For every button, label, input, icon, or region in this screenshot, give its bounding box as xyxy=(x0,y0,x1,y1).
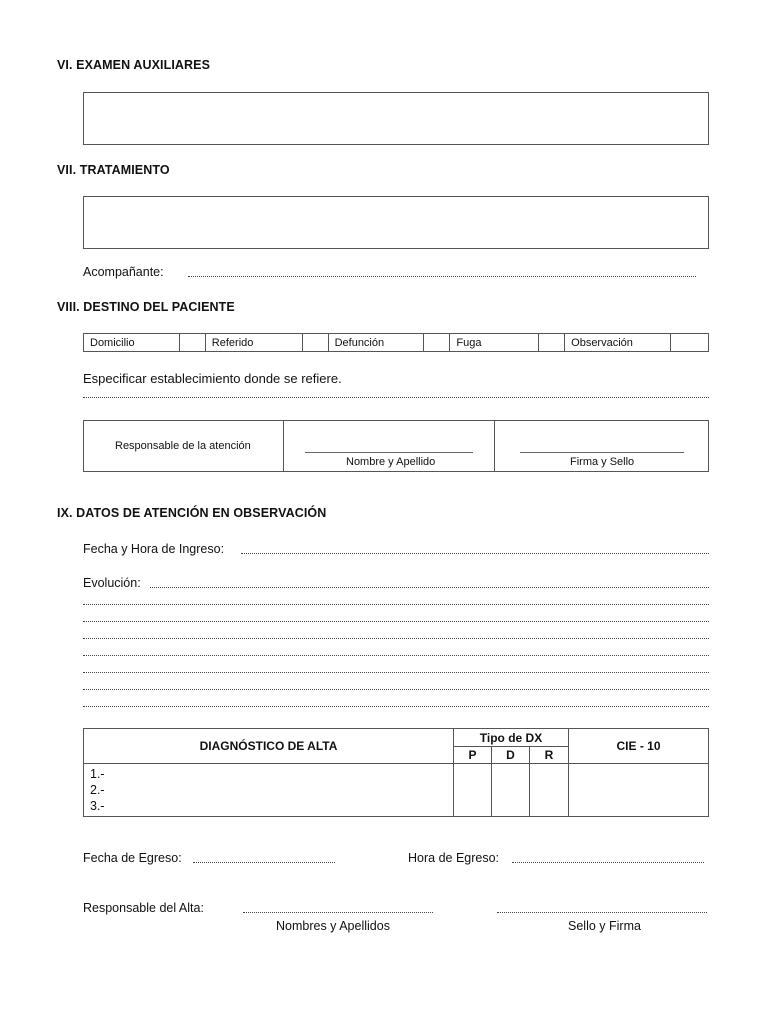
responsable-alta-firma-field[interactable] xyxy=(497,912,707,913)
evolucion-line-6[interactable] xyxy=(83,672,709,673)
nombre-apellido-field[interactable] xyxy=(305,452,473,453)
tipo-dx-p-cell[interactable] xyxy=(454,764,492,817)
acompanante-field[interactable] xyxy=(188,276,696,277)
firma-sello-caption: Firma y Sello xyxy=(570,456,635,468)
firma-sello-field[interactable] xyxy=(520,452,684,453)
destino-observacion-label: Observación xyxy=(565,334,671,352)
destino-referido-checkbox[interactable] xyxy=(302,334,328,352)
evolucion-line-5[interactable] xyxy=(83,655,709,656)
evolucion-line-4[interactable] xyxy=(83,638,709,639)
hora-egreso-field[interactable] xyxy=(512,862,704,863)
destino-fuga-checkbox[interactable] xyxy=(539,334,565,352)
diagnostico-row-2: 2.- xyxy=(90,783,105,797)
tipo-dx-d-cell[interactable] xyxy=(492,764,530,817)
especificar-label: Especificar establecimiento donde se refiere. xyxy=(83,371,342,386)
diagnostico-header: DIAGNÓSTICO DE ALTA xyxy=(84,729,454,764)
evolucion-line-3[interactable] xyxy=(83,621,709,622)
section-ix-title: IX. DATOS DE ATENCIÓN EN OBSERVACIÓN xyxy=(57,506,327,520)
examen-auxiliares-box[interactable] xyxy=(83,92,709,145)
evolucion-line-2[interactable] xyxy=(83,604,709,605)
evolucion-label: Evolución: xyxy=(83,576,141,590)
hora-egreso-label: Hora de Egreso: xyxy=(408,851,500,865)
fecha-egreso-label: Fecha de Egreso: xyxy=(83,851,182,865)
section-vii-title: VII. TRATAMIENTO xyxy=(57,163,170,177)
fecha-ingreso-field[interactable] xyxy=(241,553,709,554)
destino-defuncion-checkbox[interactable] xyxy=(424,334,450,352)
tipo-dx-r-header: R xyxy=(530,747,569,764)
tipo-dx-r-cell[interactable] xyxy=(530,764,569,817)
responsable-atencion-label: Responsable de la atención xyxy=(115,440,251,452)
diagnostico-alta-table xyxy=(83,728,709,817)
sello-firma-caption: Sello y Firma xyxy=(568,919,641,933)
destino-domicilio-checkbox[interactable] xyxy=(179,334,205,352)
diagnostico-row-1: 1.- xyxy=(90,767,105,781)
nombre-apellido-caption: Nombre y Apellido xyxy=(346,456,436,468)
destino-fuga-label: Fuga xyxy=(450,334,539,352)
evolucion-line-1[interactable] xyxy=(150,587,709,588)
evolucion-line-8[interactable] xyxy=(83,706,709,707)
diagnostico-rows-cell[interactable] xyxy=(84,764,454,817)
responsable-atencion-table xyxy=(83,420,709,472)
tratamiento-box[interactable] xyxy=(83,196,709,249)
cie-10-header: CIE - 10 xyxy=(569,729,709,764)
fecha-egreso-field[interactable] xyxy=(193,862,335,863)
nombres-apellidos-caption: Nombres y Apellidos xyxy=(276,919,390,933)
cie-10-cell[interactable] xyxy=(569,764,709,817)
destino-domicilio-label: Domicilio xyxy=(84,334,180,352)
destino-defuncion-label: Defunción xyxy=(328,334,424,352)
tipo-dx-header: Tipo de DX xyxy=(454,729,569,747)
responsable-alta-label: Responsable del Alta: xyxy=(83,901,204,915)
destino-table xyxy=(83,333,709,352)
section-viii-title: VIII. DESTINO DEL PACIENTE xyxy=(57,300,235,314)
responsable-alta-nombre-field[interactable] xyxy=(243,912,433,913)
tipo-dx-p-header: P xyxy=(454,747,492,764)
especificar-field[interactable] xyxy=(83,397,709,398)
evolucion-line-7[interactable] xyxy=(83,689,709,690)
acompanante-label: Acompañante: xyxy=(83,265,164,279)
tipo-dx-d-header: D xyxy=(492,747,530,764)
fecha-ingreso-label: Fecha y Hora de Ingreso: xyxy=(83,542,225,556)
destino-observacion-checkbox[interactable] xyxy=(671,334,709,352)
destino-referido-label: Referido xyxy=(205,334,302,352)
section-vi-title: VI. EXAMEN AUXILIARES xyxy=(57,58,211,72)
diagnostico-row-3: 3.- xyxy=(90,799,105,813)
